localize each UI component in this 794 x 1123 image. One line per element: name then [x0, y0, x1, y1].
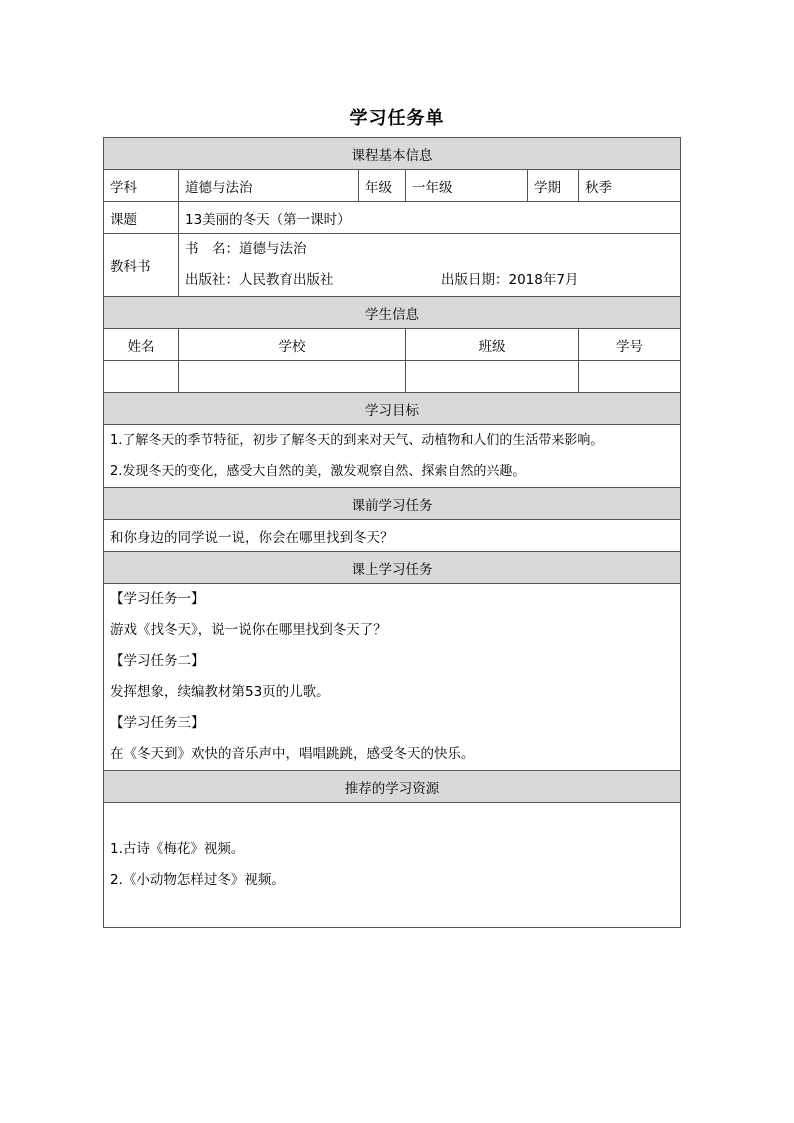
student-name-field[interactable] — [104, 361, 179, 393]
section-student-info: 学生信息 — [104, 297, 681, 329]
task-text: 发挥想象，续编教材第53页的儿歌。 — [110, 684, 330, 700]
student-class-field[interactable] — [406, 361, 579, 393]
resource-item: 2.《小动物怎样过冬》视频。 — [110, 872, 285, 888]
class-tasks-cell — [104, 584, 681, 771]
lesson-value: 13美丽的冬天（第一课时） — [179, 202, 681, 234]
objectives-cell — [104, 425, 681, 488]
student-school-header: 学校 — [179, 329, 406, 361]
resource-item: 1.古诗《梅花》视频。 — [110, 841, 245, 857]
publication-date: 出版日期：2018年7月 — [441, 272, 579, 288]
objective-item: 2.发现冬天的变化，感受大自然的美，激发观察自然、探索自然的兴趣。 — [110, 464, 526, 479]
section-objectives: 学习目标 — [104, 393, 681, 425]
textbook-label — [104, 234, 179, 297]
task-sheet-table — [103, 137, 681, 928]
term-value: 秋季 — [579, 170, 681, 202]
lesson-label: 课题 — [104, 202, 179, 234]
task-text: 游戏《找冬天》，说一说你在哪里找到冬天了？ — [110, 622, 387, 638]
student-class-header: 班级 — [406, 329, 579, 361]
student-school-field[interactable] — [179, 361, 406, 393]
task-text: 在《冬天到》欢快的音乐声中，唱唱跳跳，感受冬天的快乐。 — [110, 746, 475, 762]
book-name: 书 名：道德与法治 — [185, 241, 307, 257]
resources-cell — [104, 803, 681, 928]
subject-value: 道德与法治 — [179, 170, 359, 202]
textbook-info — [179, 234, 681, 297]
task-heading: 【学习任务三】 — [110, 715, 205, 731]
task-heading: 【学习任务二】 — [110, 653, 205, 669]
publisher-row — [185, 265, 674, 296]
term-label: 学期 — [528, 170, 579, 202]
student-id-header: 学号 — [579, 329, 681, 361]
page-title: 学习任务单 — [349, 108, 445, 129]
textbook-label-text: 教科书 — [110, 259, 151, 275]
grade-label: 年级 — [359, 170, 406, 202]
section-class-tasks: 课上学习任务 — [104, 552, 681, 584]
student-name-header: 姓名 — [104, 329, 179, 361]
objective-item: 1.了解冬天的季节特征，初步了解冬天的到来对天气、动植物和人们的生活带来影响。 — [110, 433, 604, 448]
section-resources: 推荐的学习资源 — [104, 771, 681, 803]
subject-label: 学科 — [104, 170, 179, 202]
student-id-field[interactable] — [579, 361, 681, 393]
pre-task-text: 和你身边的同学说一说，你会在哪里找到冬天？ — [104, 520, 681, 552]
publisher: 出版社：人民教育出版社 — [185, 272, 334, 288]
task-heading: 【学习任务一】 — [110, 591, 205, 607]
section-pre-tasks: 课前学习任务 — [104, 488, 681, 520]
grade-value: 一年级 — [406, 170, 528, 202]
section-basic-info: 课程基本信息 — [104, 138, 681, 170]
